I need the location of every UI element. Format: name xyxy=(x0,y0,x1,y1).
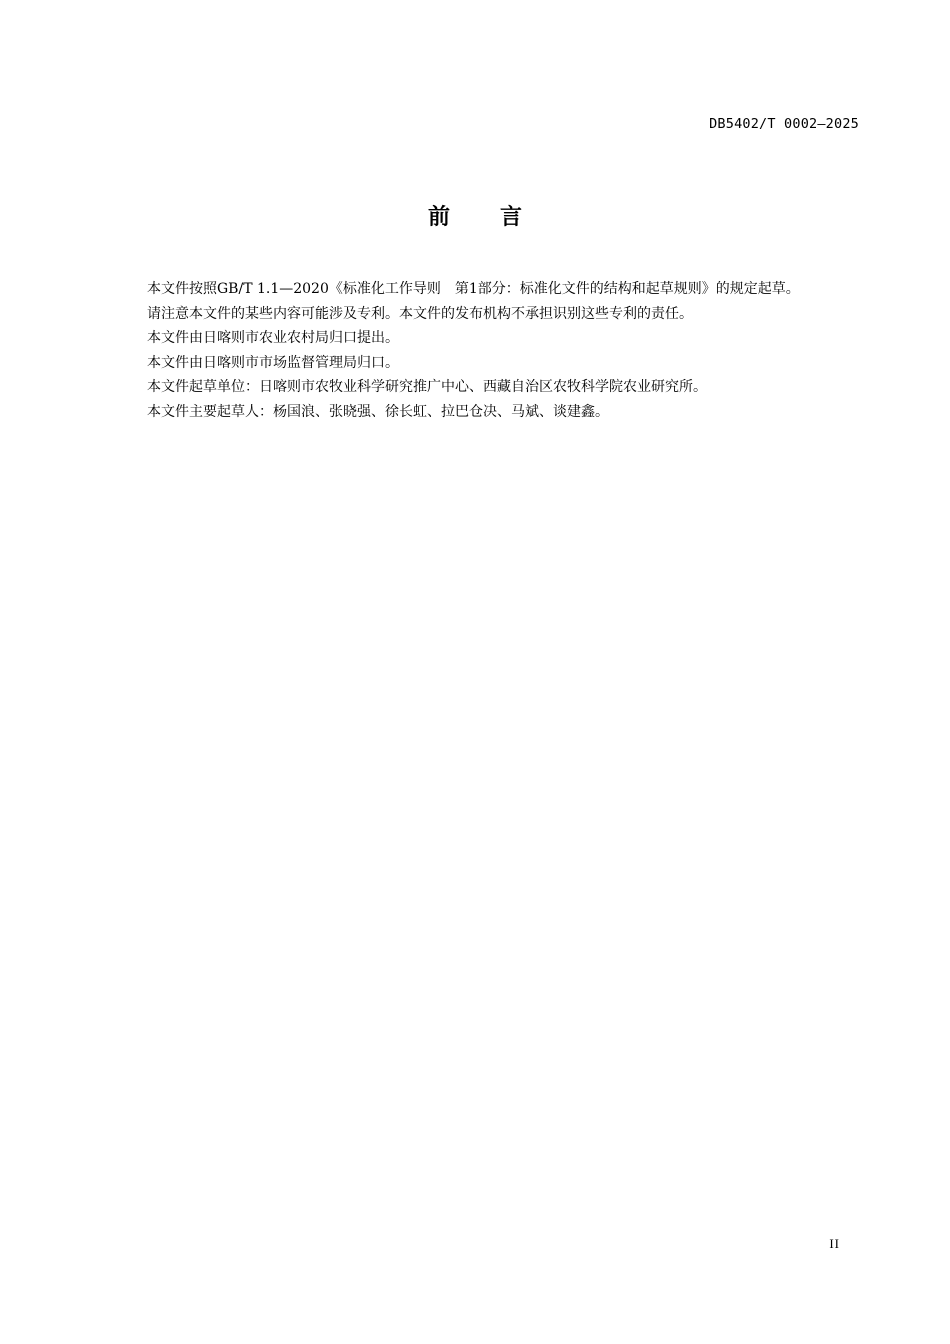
document-code: DB5402/T 0002—2025 xyxy=(709,116,859,132)
paragraph-centralized-unit: 本文件由日喀则市市场监督管理局归口。 xyxy=(147,354,399,371)
title-char-1: 前 xyxy=(427,205,450,230)
foreword-body xyxy=(113,277,861,424)
page-number: II xyxy=(829,1236,840,1251)
paragraph-drafters: 本文件主要起草人：杨国浪、张晓强、徐长虹、拉巴仓决、马斌、谈建鑫。 xyxy=(147,403,609,420)
title-char-2: 言 xyxy=(500,205,523,230)
page-title xyxy=(0,200,950,231)
paragraph-drafting-basis: 本文件按照GB/T 1.1—2020《标准化工作导则 第1部分：标准化文件的结构和起草规则》的规定起草。 xyxy=(147,281,800,297)
paragraph-proposer: 本文件由日喀则市农业农村局归口提出。 xyxy=(147,330,399,346)
paragraph-patent-notice: 请注意本文件的某些内容可能涉及专利。本文件的发布机构不承担识别这些专利的责任。 xyxy=(147,305,693,322)
paragraph-drafting-units: 本文件起草单位：日喀则市农牧业科学研究推广中心、西藏自治区农牧科学院农业研究所。 xyxy=(147,379,707,395)
